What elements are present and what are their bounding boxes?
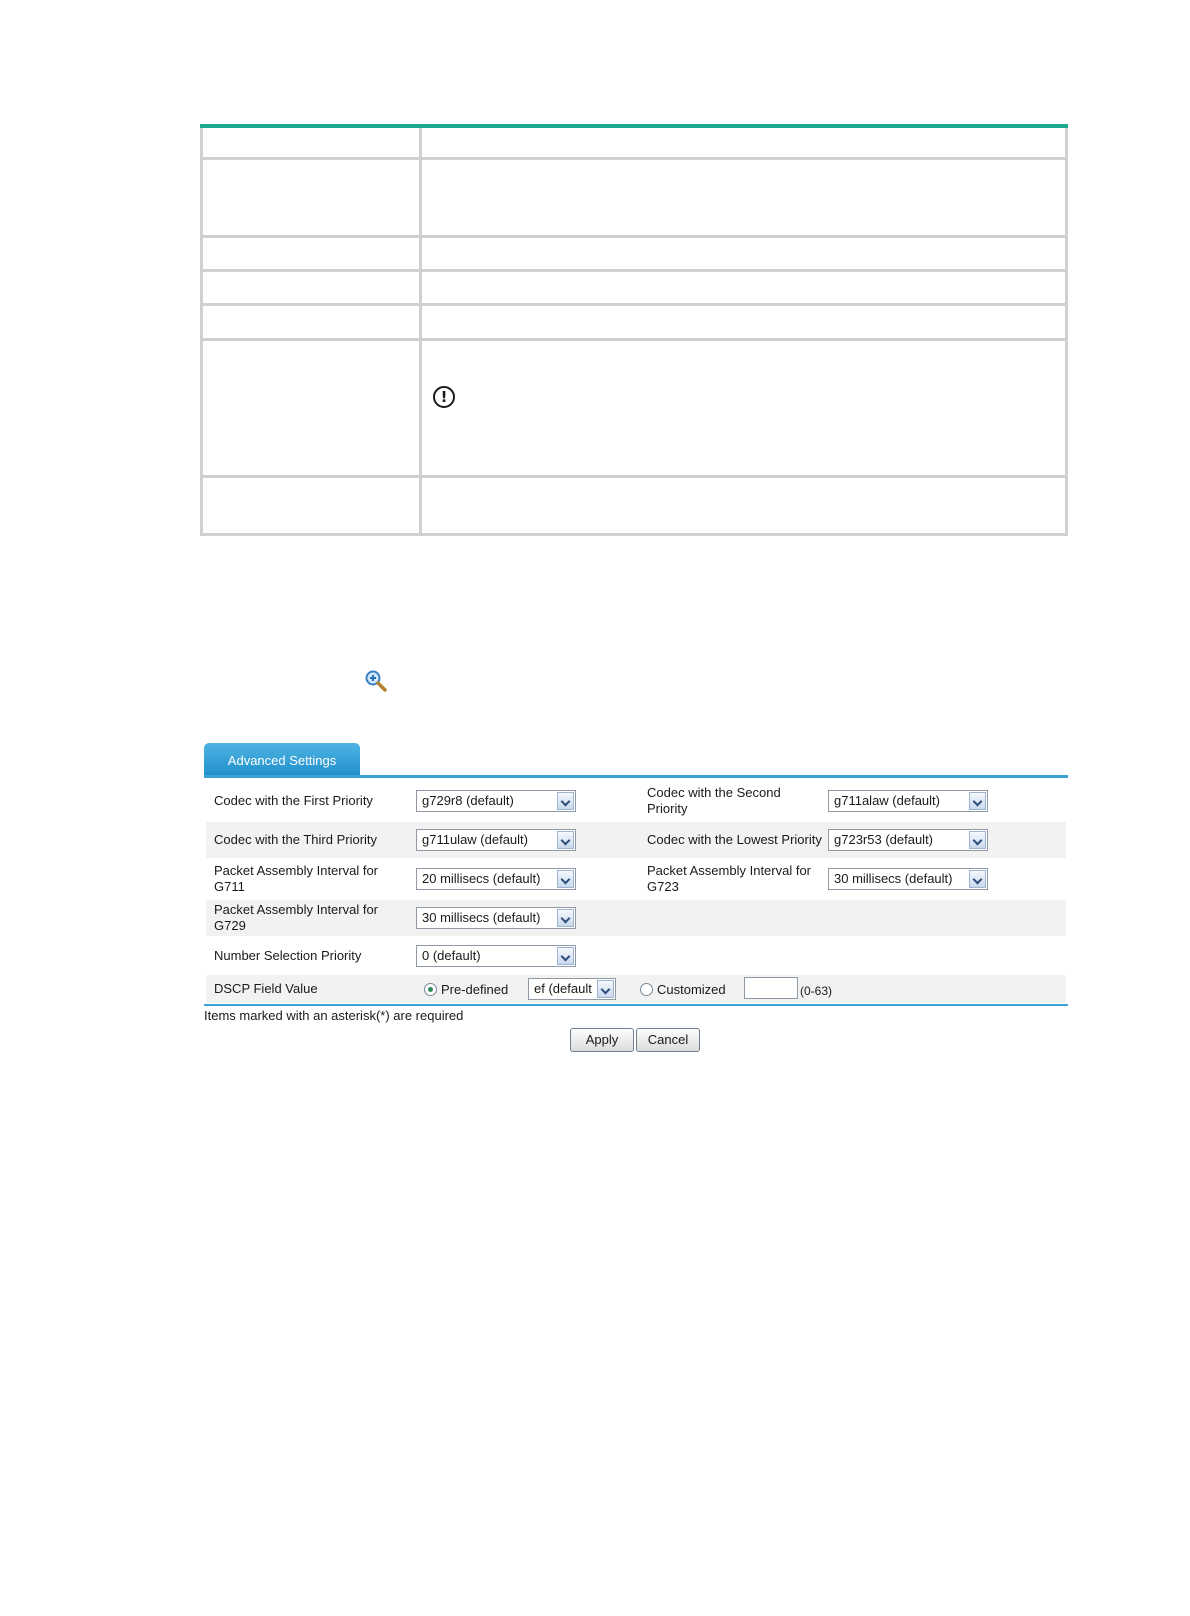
interval-g711-select[interactable]: [416, 868, 576, 890]
interval-g723-select[interactable]: [828, 868, 988, 890]
cancel-button[interactable]: Cancel: [636, 1028, 700, 1052]
lowest-priority-label: Codec with the Lowest Priority: [647, 832, 822, 847]
interval-g723-value: 30 millisecs (default): [834, 871, 953, 886]
zoom-icon: [364, 669, 388, 693]
interval-g723-label: Packet Assembly Interval for G723: [647, 863, 812, 894]
table-row: [202, 158, 1067, 236]
customized-label: Customized: [657, 982, 726, 997]
chevron-down-icon[interactable]: [597, 980, 614, 998]
chevron-down-icon[interactable]: [557, 870, 574, 888]
interval-g729-label: Packet Assembly Interval for G729: [214, 902, 379, 933]
lowest-priority-select[interactable]: [828, 829, 988, 851]
third-priority-select[interactable]: [416, 829, 576, 851]
first-priority-value: g729r8 (default): [422, 793, 514, 808]
second-priority-select[interactable]: [828, 790, 988, 812]
chevron-down-icon[interactable]: [969, 870, 986, 888]
first-priority-select[interactable]: [416, 790, 576, 812]
tab-divider: [204, 775, 1068, 778]
dscp-custom-input[interactable]: [744, 977, 798, 999]
chevron-down-icon[interactable]: [557, 792, 574, 810]
chevron-down-icon[interactable]: [969, 792, 986, 810]
panel-bottom-divider: [204, 1004, 1068, 1006]
table-row: [202, 339, 1067, 476]
table-row: [202, 236, 1067, 270]
interval-g711-value: 20 millisecs (default): [422, 871, 541, 886]
number-selection-label: Number Selection Priority: [214, 948, 362, 963]
number-selection-value: 0 (default): [422, 948, 481, 963]
table-row: [202, 270, 1067, 304]
interval-g729-value: 30 millisecs (default): [422, 910, 541, 925]
table-row: [202, 304, 1067, 339]
settings-row: [206, 938, 1066, 974]
settings-row: [206, 860, 1066, 898]
lowest-priority-value: g723r53 (default): [834, 832, 934, 847]
table-row: [202, 126, 1067, 158]
interval-g729-select[interactable]: [416, 907, 576, 929]
tab-advanced-settings[interactable]: Advanced Settings: [204, 743, 360, 777]
settings-row: [206, 900, 1066, 936]
chevron-down-icon[interactable]: [557, 909, 574, 927]
settings-row: [206, 975, 1066, 1003]
settings-row: [206, 822, 1066, 858]
dscp-predefined-value: ef (default: [534, 981, 592, 996]
third-priority-label: Codec with the Third Priority: [214, 832, 378, 847]
table-row: [202, 476, 1067, 534]
chevron-down-icon[interactable]: [969, 831, 986, 849]
chevron-down-icon[interactable]: [557, 947, 574, 965]
predefined-label: Pre-defined: [441, 982, 509, 997]
dscp-predefined-select[interactable]: [528, 978, 616, 1000]
required-note: Items marked with an asterisk(*) are required: [204, 1008, 464, 1023]
second-priority-label: Codec with the Second Priority: [647, 785, 781, 816]
dscp-range-hint: (0-63): [800, 984, 833, 998]
apply-button[interactable]: Apply: [570, 1028, 634, 1052]
warning-icon: !: [433, 386, 455, 408]
dscp-label: DSCP Field Value: [214, 981, 318, 996]
number-selection-select[interactable]: [416, 945, 576, 967]
settings-row: [206, 782, 1066, 820]
parameter-table: [200, 124, 1068, 536]
second-priority-value: g711alaw (default): [834, 793, 940, 808]
first-priority-label: Codec with the First Priority: [214, 793, 373, 808]
predefined-radio[interactable]: [424, 983, 437, 996]
customized-radio[interactable]: [640, 983, 653, 996]
third-priority-value: g711ulaw (default): [422, 832, 528, 847]
interval-g711-label: Packet Assembly Interval for G711: [214, 863, 379, 894]
chevron-down-icon[interactable]: [557, 831, 574, 849]
